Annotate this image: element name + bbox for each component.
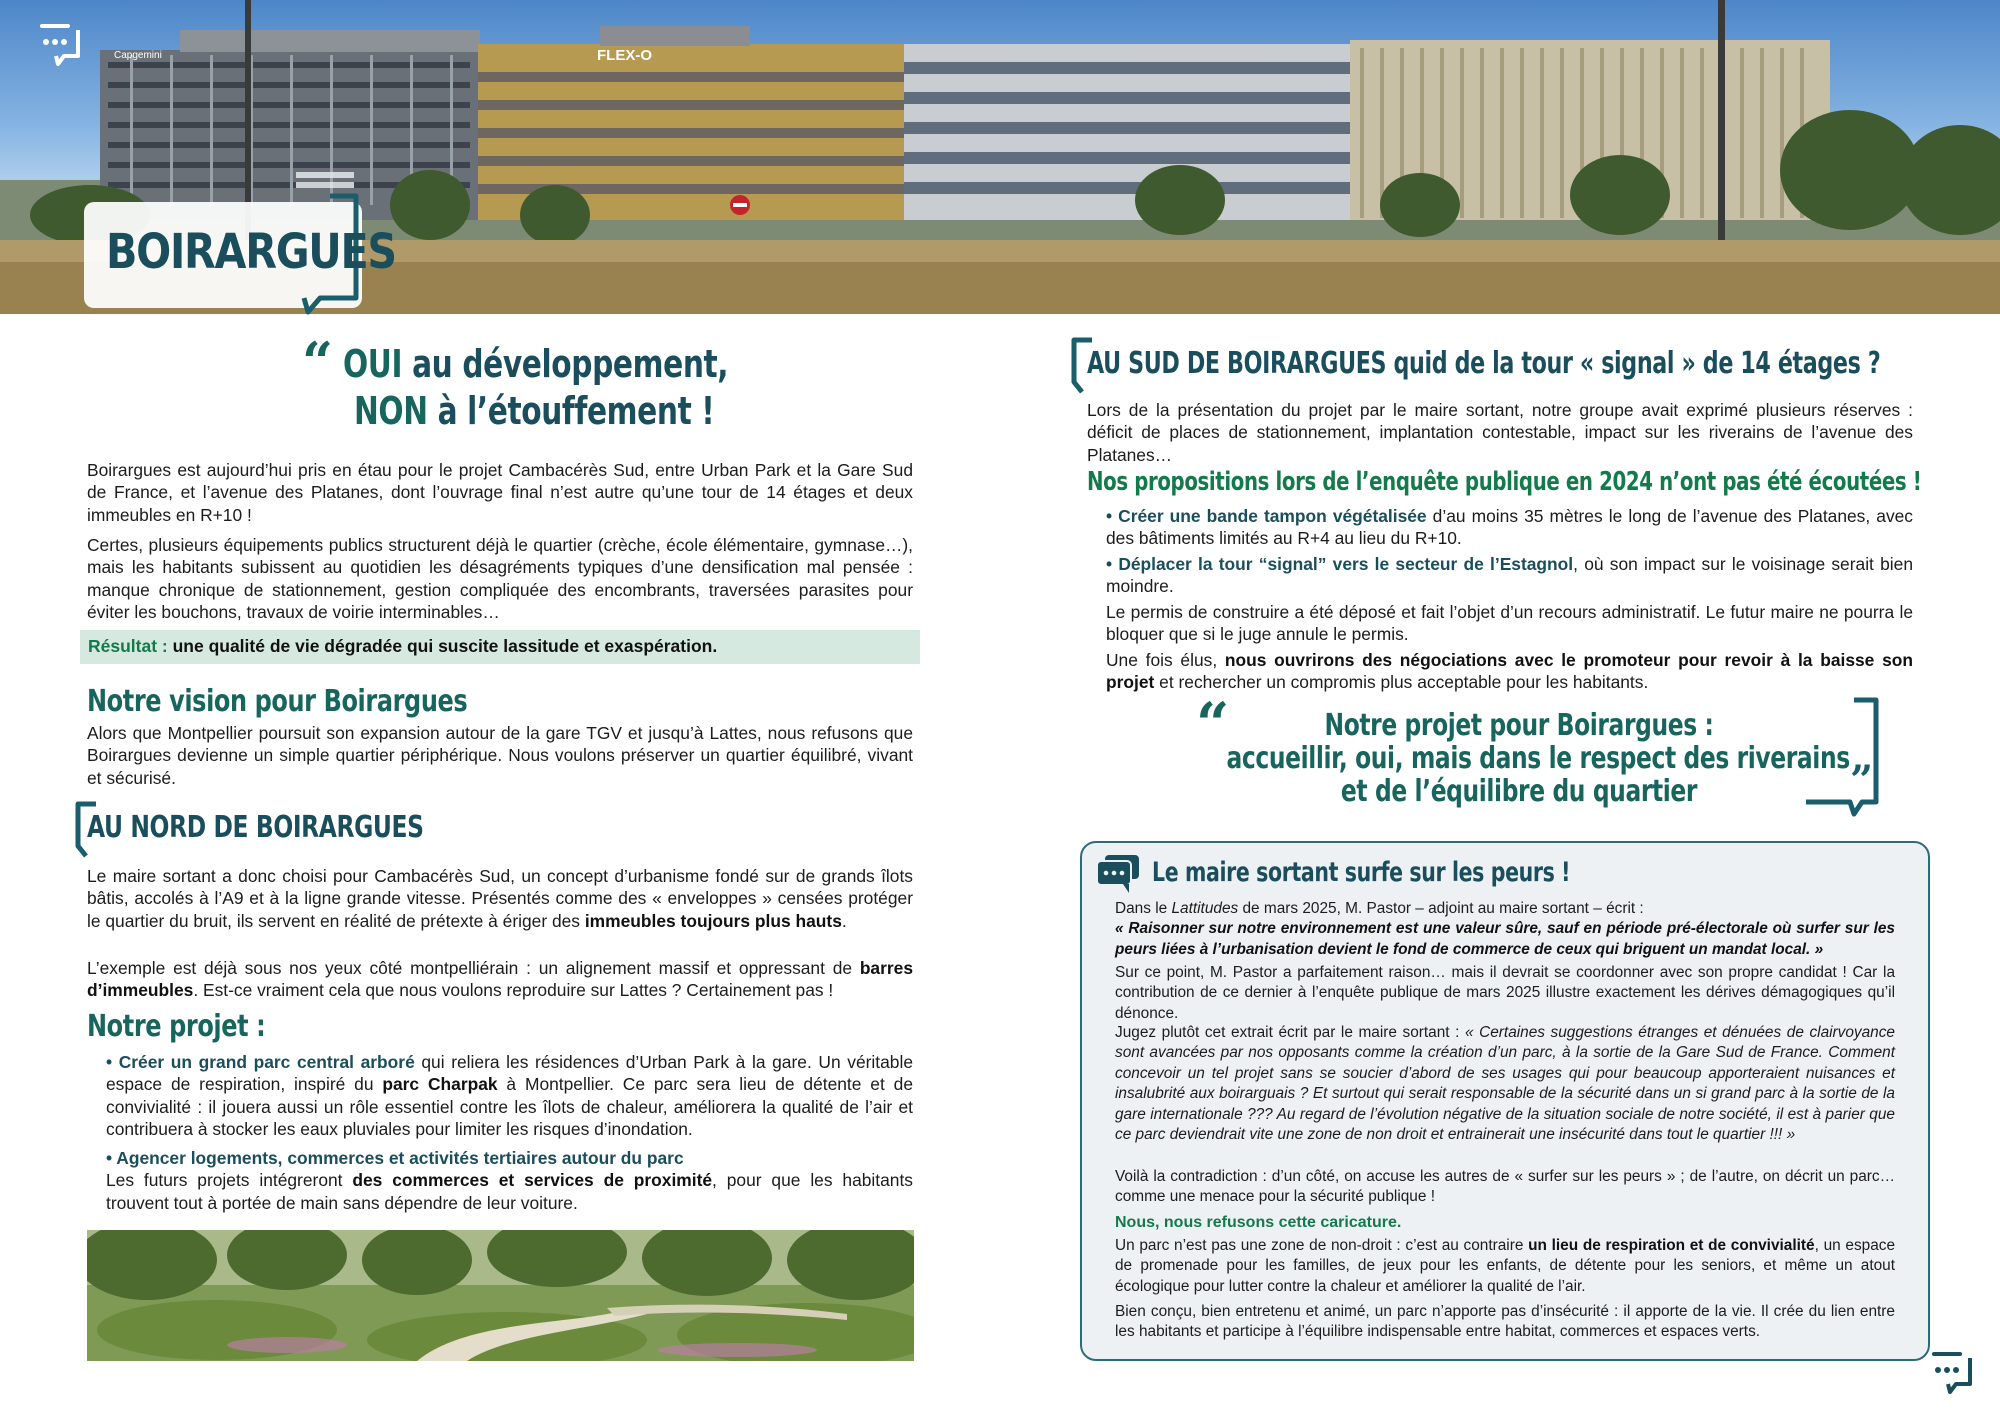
box-p1-a: Dans le [1115,900,1172,917]
project-quote-line-2: accueillir, oui, mais dans le respect des riverains [1226,741,1850,776]
nord-p1-text: Le maire sortant a donc choisi pour Cambacérès Sud, un concept d’urbanisme fondé sur de grands îlots bâtis, accolés à l’A9 et à la ligne grande vitesse. Présentés comme des « enveloppes » censées protéger le quartier du bruit, ils servent en réalité de prétexte à ériger des [87,866,913,931]
bullet-1-text-c: à Montpellier. Ce parc sera lieu de détente et de convivialité : il jouera aussi un rôle essentiel contre les îlots de chaleur, améliorera la qualité de l’air et contribuera à stocker les eaux pluviales pour limiter les risques d’inondation. [106,1074,913,1140]
box-p5-bold: un lieu de respiration et de convivialité [1528,1237,1815,1254]
box-p3-italic: « Certaines suggestions étranges et dénuées de clairvoyance sont avancées par nos opposants comme la création d’un parc, à la sortie de la Gare Sud de France. Comment concevoir un tel projet sans se soucier d’abord de ses usages qui pour beaucoup apporteraient nuisances et insalubrité aux boirarguais ? Et surtout qui serait responsable de la sécurité dans un si grand parc à la sortie de la gare internationale ??? Au regard de l’évolution négative de la situation sociale de notre société, il est à parier que ce parc deviendrait vite une zone de non droit et entrainerait une insécurité dans tout le quartier !!! » [1115,1024,1895,1144]
elus-bold: nous ouvrirons des négociations avec le promoteur pour revoir à la baisse son projet [1106,650,1914,693]
bullet-2-text-c: , pour que les habitants trouvent tout à portée de main sans dépendre de leur voiture. [106,1170,914,1213]
result-label: Résultat : [88,636,168,656]
elus-paragraph [1106,649,1913,694]
bullet-2-bold: des commerces et services de proximité [352,1170,713,1191]
nord-p2-bold: barres d’immeubles [87,958,913,1001]
box-p5-a: Un parc n’est pas une zone de non-droit : c’est au contraire [1115,1237,1529,1254]
propositions-heading: Nos propositions lors de l’enquête publique en 2024 n’ont pas été écoutées ! [1087,467,1922,497]
sud-paragraph: Lors de la présentation du projet par le maire sortant, notre groupe avait exprimé plusieurs réserves : déficit de places de stationnement, implantation contestable, impact sur les riverains de l’avenue des Platanes… [1087,400,1913,465]
box-paragraph-2: Sur ce point, M. Pastor a parfaitement raison… mais il devrait se coordonner avec son propre candidat ! Car la contribution de ce dernier à l’enquête publique de mars 2025 illustre exactement les dérives démagogiques qu’il dénonce. [1115,964,1895,1022]
proposition-1 [1106,505,1913,550]
project-quote-line-1: Notre projet pour Boirargues : [1324,708,1714,743]
slogan-oui: OUI [343,342,403,386]
park-photo [87,1230,914,1361]
nord-p2-text: L’exemple est déjà sous nos yeux côté montpelliérain : un alignement massif et oppressant de [87,958,860,978]
chat-bubble-icon-bottom [1930,1350,1976,1398]
box-p1-italic: Lattitudes [1171,900,1239,917]
bullet-1-bold: parc Charpak [382,1074,498,1095]
sud-heading-accent: AU SUD DE BOIRARGUES [1087,346,1387,381]
speech-bubbles-icon [1095,853,1141,895]
sud-heading-rest: quid de la tour « signal » de 14 étages ? [1386,346,1881,381]
quote-open-icon: “ [1196,690,1230,758]
box-heading: Le maire sortant surfe sur les peurs ! [1152,857,1571,888]
proposition-2-title: • Déplacer la tour “signal” vers le secteur de l’Estagnol [1106,554,1574,574]
slogan-non: NON [354,389,428,433]
capgemini-sign: Capgemini [114,50,162,61]
refus-heading: Nous, nous refusons cette caricature. [1115,1214,1402,1231]
proposition-2-text: , où son impact sur le voisinage serait bien moindre. [1106,554,1913,597]
proposition-2 [1106,553,1913,598]
bullet-2-text-a: Les futurs projets intégreront [106,1170,353,1191]
elus-text-a: Une fois élus, [1106,650,1225,670]
box-p1-quote: « Raisonner sur notre environnement est une valeur sûre, sauf en période pré-électorale où surfer sur les peurs liées à l’urbanisation devient le fond de commerce de ceux qui briguent un mandat local. » [1115,920,1895,958]
box-paragraph-3 [1115,1023,1895,1145]
projet-bullet-1 [106,1051,913,1141]
projet-bullet-2 [106,1147,913,1214]
proposition-1-title: • Créer une bande tampon végétalisée [1106,506,1427,526]
quote-close-bracket [1800,696,1890,820]
result-text: une qualité de vie dégradée qui suscite lassitude et exaspération. [167,636,718,656]
open-quote-icon: “ [302,330,334,394]
box-p1-b: de mars 2025, M. Pastor – adjoint au maire sortant – écrit : [1238,900,1644,917]
permis-paragraph: Le permis de construire a été déposé et fait l’objet d’un recours administratif. Le futur maire ne pourra le bloquer que si le juge annule le permis. [1106,602,1913,645]
flexo-sign: FLEX-O [597,47,652,64]
nord-heading: AU NORD DE BOIRARGUES [87,810,424,845]
project-quote [1226,708,1850,809]
vision-paragraph: Alors que Montpellier poursuit son expansion autour de la gare TGV et jusqu’à Lattes, nous refusons que Boirargues devienne un simple quartier périphérique. Nous voulons préserver un quartier équilibré, vivant et sécurisé. [87,723,913,788]
elus-text-c: et rechercher un compromis plus acceptable pour les habitants. [1154,672,1649,693]
box-p5-c: , un espace de promenade pour les familles, de jeux pour les enfants, de détente pour les seniors, et même un atout écologique pour lutter contre la chaleur et améliorer la qualité de l’air. [1115,1237,1896,1295]
chat-bubble-icon [38,22,84,70]
intro-paragraph-1: Boirargues est aujourd’hui pris en étau pour le projet Cambacérès Sud, entre Urban Park et la Gare Sud de France, et l’avenue des Platanes, dont l’ouvrage final n’est autre qu’une tour de 14 étages et deux immeubles en R+10 ! [87,460,913,525]
bullet-1-text-a: qui reliera les résidences d’Urban Park à la gare. Un véritable espace de respiration, inspiré du [106,1052,913,1095]
slogan-line-2 [354,389,714,433]
page-title: BOIRARGUES [106,224,396,280]
project-quote-line-3: et de l’équilibre du quartier [1340,774,1698,809]
proposition-1-text: d’au moins 35 mètres le long de l’avenue des Platanes, avec des bâtiments limités au R+4 au lieu du R+10. [1106,506,1914,549]
bullet-1-title: • Créer un grand parc central arboré [106,1052,415,1072]
box-paragraph-1 [1115,899,1895,960]
box-paragraph-4: Voilà la contradiction : d’un côté, on accuse les autres de « surfer sur les peurs » ; de l’autre, on décrit un parc… comme une menace pour la sécurité publique ! [1115,1168,1895,1206]
intro-paragraph-2: Certes, plusieurs équipements publics structurent déjà le quartier (crèche, école élémentaire, gymnase…), mais les habitants subissent au quotidien les désagréments typiques d’une densification mal pensée : manque chronique de stationnement, gestion compliquée des encombrants, traversées parasites pour éviter les bouchons, travaux de voirie interminables… [87,535,913,623]
quote-close-mark: ” [1850,757,1874,804]
bullet-2-title: • Agencer logements, commerces et activités tertiaires autour du parc [106,1148,684,1168]
box-paragraph-6: Bien conçu, bien entretenu et animé, un parc n’apporte pas d’insécurité : il apporte de la vie. Il crée du lien entre les habitants et participe à l’équilibre indispensable entre habitat, commerces et espaces verts. [1115,1303,1895,1341]
slogan-line-2-rest: à l’étouffement ! [427,389,715,433]
sud-heading [1087,346,1880,381]
nord-p1-bold: immeubles toujours plus hauts [584,910,842,931]
nord-p2-end: . Est-ce vraiment cela que nous voulons reproduire sur Lattes ? Certainement pas ! [193,980,834,1001]
nord-paragraph-1 [87,865,913,932]
nord-p1-end: . [841,910,847,931]
result-highlight [80,630,920,664]
peurs-article-box [1080,841,1930,1361]
box-paragraph-5 [1115,1236,1895,1297]
slogan-line-1-rest: au développement, [402,342,729,386]
vision-heading: Notre vision pour Boirargues [87,684,468,719]
box-p3-a: Jugez plutôt cet extrait écrit par le maire sortant : [1115,1024,1465,1041]
projet-heading: Notre projet : [87,1009,266,1044]
nord-paragraph-2 [87,957,913,1002]
slogan-line-1 [343,342,728,386]
